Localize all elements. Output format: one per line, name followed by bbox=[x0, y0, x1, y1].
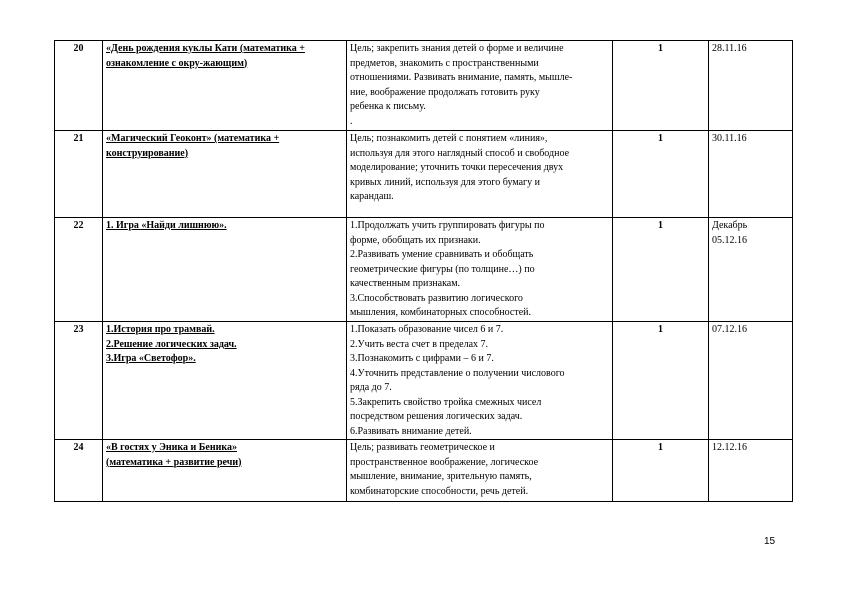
topic-line: 2.Решение логических задач. bbox=[106, 338, 237, 350]
topic-line: 1.История про трамвай. bbox=[106, 324, 215, 335]
goal-line: . bbox=[350, 115, 353, 127]
goal-line: 1.Показать образование чисел 6 и 7. bbox=[350, 324, 504, 335]
goal-line: посредством решения логических задач. bbox=[350, 411, 523, 422]
lesson-number: 20 bbox=[55, 41, 103, 131]
topic-line: 1. Игра «Найди лишнюю». bbox=[106, 220, 227, 231]
lesson-number: 21 bbox=[55, 131, 103, 218]
topic-line: «Магический Геоконт» (математика + bbox=[106, 133, 280, 144]
lesson-count: 1 bbox=[613, 322, 709, 440]
table-row bbox=[55, 440, 793, 502]
date-line: 05.12.16 bbox=[712, 234, 747, 246]
lesson-topic bbox=[103, 322, 347, 440]
goal-line: пространственное воображение, логическое bbox=[350, 456, 539, 468]
lesson-date bbox=[709, 322, 793, 440]
goal-line: ние, воображение продолжать готовить руку bbox=[350, 86, 540, 98]
topic-line: 3.Игра «Светофор». bbox=[106, 353, 196, 364]
lesson-topic bbox=[103, 440, 347, 502]
topic-line: «В гостях у Эника и Беника» bbox=[106, 442, 237, 453]
goal-line: 6.Развивать внимание детей. bbox=[350, 425, 472, 437]
goal-line: мышление, внимание, зрительную память, bbox=[350, 471, 532, 482]
goal-line: комбинаторские способности, речь детей. bbox=[350, 485, 529, 497]
goal-line: отношениями. Развивать внимание, память, мышле- bbox=[350, 72, 573, 83]
lesson-goal bbox=[347, 218, 613, 322]
date-line: 30.11.16 bbox=[712, 133, 747, 144]
goal-line: геометрические фигуры (по толщине…) по bbox=[350, 263, 535, 275]
lesson-number: 23 bbox=[55, 322, 103, 440]
lesson-date bbox=[709, 41, 793, 131]
topic-line: «День рождения куклы Кати (математика + bbox=[106, 43, 305, 54]
lesson-count: 1 bbox=[613, 131, 709, 218]
goal-line: мышления, комбинаторных способностей. bbox=[350, 307, 532, 318]
lesson-topic bbox=[103, 218, 347, 322]
table-row bbox=[55, 322, 793, 440]
goal-line: качественным признакам. bbox=[350, 278, 461, 289]
goal-line: кривых линий, используя для этого бумагу и bbox=[350, 176, 540, 188]
lesson-count: 1 bbox=[613, 440, 709, 502]
lesson-goal bbox=[347, 322, 613, 440]
date-line: Декабрь bbox=[712, 220, 748, 231]
lesson-number: 22 bbox=[55, 218, 103, 322]
table-row bbox=[55, 41, 793, 131]
goal-line: форме, обобщать их признаки. bbox=[350, 234, 481, 246]
lesson-plan-table bbox=[54, 40, 793, 502]
goal-line: 3.Познакомить с цифрами – 6 и 7. bbox=[350, 353, 494, 364]
lesson-count: 1 bbox=[613, 218, 709, 322]
goal-line: карандаш. bbox=[350, 191, 394, 202]
goal-line: используя для этого наглядный способ и свободное bbox=[350, 147, 570, 159]
lesson-goal bbox=[347, 131, 613, 218]
topic-line: (математика + развитие речи) bbox=[106, 456, 242, 468]
lesson-goal bbox=[347, 41, 613, 131]
goal-line: 4.Уточнить представление о получении числового bbox=[350, 367, 565, 379]
goal-line: Цель; познакомить детей с понятием «линия», bbox=[350, 133, 548, 144]
lesson-goal bbox=[347, 440, 613, 502]
goal-line: ребенка к письму. bbox=[350, 101, 426, 112]
lesson-date bbox=[709, 440, 793, 502]
goal-line: ряда до 7. bbox=[350, 382, 392, 393]
goal-line: предметов, знакомить с пространственными bbox=[350, 57, 539, 69]
goal-line: 2.Развивать умение сравнивать и обобщать bbox=[350, 249, 534, 260]
lesson-count: 1 bbox=[613, 41, 709, 131]
lesson-topic bbox=[103, 41, 347, 131]
lesson-date bbox=[709, 218, 793, 322]
page-number: 15 bbox=[764, 536, 776, 547]
lesson-number: 24 bbox=[55, 440, 103, 502]
goal-line: 1.Продолжать учить группировать фигуры по bbox=[350, 220, 545, 231]
goal-line: 3.Способствовать развитию логического bbox=[350, 292, 523, 304]
goal-line: Цель; развивать геометрическое и bbox=[350, 442, 495, 453]
lesson-date bbox=[709, 131, 793, 218]
goal-line: 5.Закрепить свойство тройка смежных чисел bbox=[350, 396, 542, 408]
goal-line: моделирование; уточнить точки пересечения двух bbox=[350, 162, 564, 173]
table-row bbox=[55, 218, 793, 322]
date-line: 12.12.16 bbox=[712, 442, 747, 453]
goal-line: 2.Учить веста счет в пределах 7. bbox=[350, 338, 489, 350]
date-line: 28.11.16 bbox=[712, 43, 747, 54]
topic-line: конструирование) bbox=[106, 147, 189, 159]
goal-line: Цель; закрепить знания детей о форме и величине bbox=[350, 43, 564, 54]
lesson-topic bbox=[103, 131, 347, 218]
date-line: 07.12.16 bbox=[712, 324, 747, 335]
table-row bbox=[55, 131, 793, 218]
topic-line: ознакомление с окру-жающим) bbox=[106, 57, 248, 69]
